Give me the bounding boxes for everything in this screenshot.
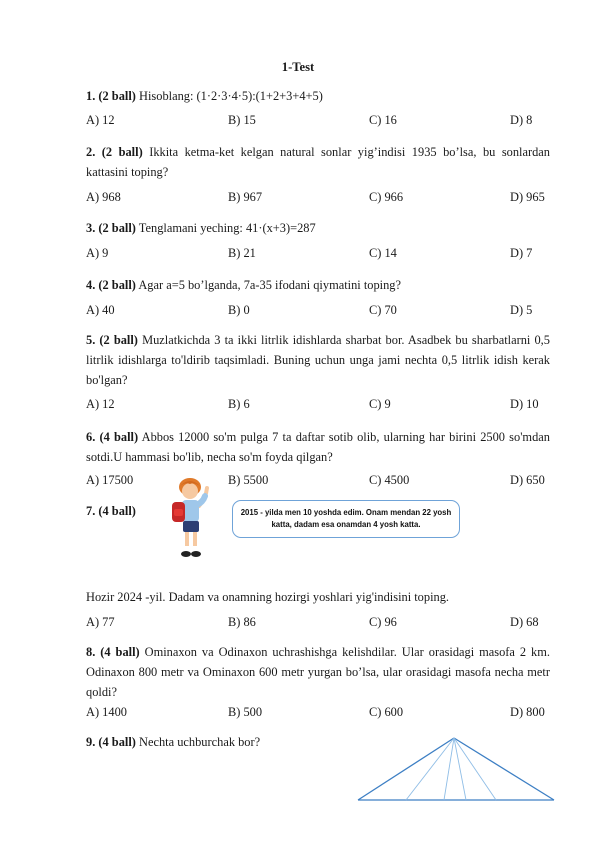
question-6-text: Abbos 12000 so'm pulga 7 ta daftar sotib olib, ularning har birini 2500 so'mdan sotdi.U hammasi bo'lib, necha so'm foyda qilgan? [86,430,550,464]
triangle-figure [356,736,556,802]
option-c: C) 96 [369,615,397,629]
option-a: A) 17500 [86,473,134,487]
option-a: A) 12 [86,397,115,411]
question-2 [86,142,550,182]
question-6-options [86,473,556,493]
option-c: C) 14 [369,246,397,260]
option-d: D) 5 [510,303,533,317]
question-5 [86,330,550,390]
question-7-options [86,615,556,635]
question-8 [86,642,550,702]
question-5-points: 5. (2 ball) [86,333,138,347]
question-6 [86,427,550,467]
option-b: B) 6 [228,397,250,411]
question-4-options [86,303,556,323]
question-7-points: 7. (4 ball) [86,504,136,518]
option-b: B) 5500 [228,473,269,487]
question-5-options [86,397,556,417]
question-9-points: 9. (4 ball) [86,735,136,749]
question-2-points: 2. (2 ball) [86,145,143,159]
question-1-text: Hisoblang: (1·2·3·4·5):(1+2+3+4+5) [139,89,323,103]
schoolboy-illustration [166,476,212,562]
question-3-points: 3. (2 ball) [86,221,136,235]
option-b: B) 500 [228,705,263,719]
question-6-points: 6. (4 ball) [86,430,139,444]
option-b: B) 15 [228,113,256,127]
question-8-points: 8. (4 ball) [86,645,140,659]
question-7 [86,501,166,521]
question-1-points: 1. (2 ball) [86,89,136,103]
option-d: D) 68 [510,615,539,629]
option-d: D) 7 [510,246,533,260]
question-1 [86,86,550,106]
option-a: A) 1400 [86,705,127,719]
option-d: D) 10 [510,397,539,411]
question-2-text: Ikkita ketma-ket kelgan natural sonlar yig’indisi 1935 bo’lsa, bu sonlardan kattasini toping? [86,145,550,179]
speech-bubble: 2015 - yilda men 10 yoshda edim. Onam mendan 22 yosh katta, dadam esa onamdan 4 yosh katta. [232,500,460,538]
option-c: C) 966 [369,190,404,204]
question-1-options [86,113,556,133]
page-title: 1-Test [281,60,315,74]
question-9-text: Nechta uchburchak bor? [139,735,261,749]
option-c: C) 4500 [369,473,410,487]
question-3-options [86,246,556,266]
option-b: B) 21 [228,246,256,260]
question-4-text: Agar a=5 bo’lganda, 7a-35 ifodani qiymatini toping? [138,278,401,292]
option-d: D) 8 [510,113,533,127]
option-a: A) 968 [86,190,121,204]
question-7-text: Hozir 2024 -yil. Dadam va onamning hozirgi yoshlari yig'indisini toping. [86,590,450,604]
option-a: A) 9 [86,246,109,260]
question-4 [86,275,550,295]
question-4-points: 4. (2 ball) [86,278,136,292]
option-d: D) 800 [510,705,545,719]
question-3 [86,218,550,238]
option-b: B) 86 [228,615,256,629]
option-c: C) 16 [369,113,397,127]
option-a: A) 40 [86,303,115,317]
option-c: C) 70 [369,303,397,317]
question-5-text: Muzlatkichda 3 ta ikki litrlik idishlarda sharbat bor. Asadbek bu sharbatlarni 0,5 litrlik idishlarga to'ldirib taqsimladi. Buning uchun unga jami nechta 0,5 litrlik idish kerak bo'lgan? [86,333,550,387]
option-b: B) 0 [228,303,250,317]
option-a: A) 12 [86,113,115,127]
question-3-text: Tenglamani yeching: 41·(x+3)=287 [138,221,316,235]
option-d: D) 650 [510,473,545,487]
option-c: C) 600 [369,705,404,719]
option-b: B) 967 [228,190,263,204]
option-c: C) 9 [369,397,391,411]
question-8-text: Ominaxon va Odinaxon uchrashishga kelishdilar. Ular orasidagi masofa 2 km. Odinaxon 800 metr va Ominaxon 600 metr yurgan bo’lsa, ular orasidagi masofa necha metr qoldi? [86,645,550,699]
question-2-options [86,190,556,210]
option-a: A) 77 [86,615,115,629]
question-8-options [86,705,556,725]
option-d: D) 965 [510,190,545,204]
